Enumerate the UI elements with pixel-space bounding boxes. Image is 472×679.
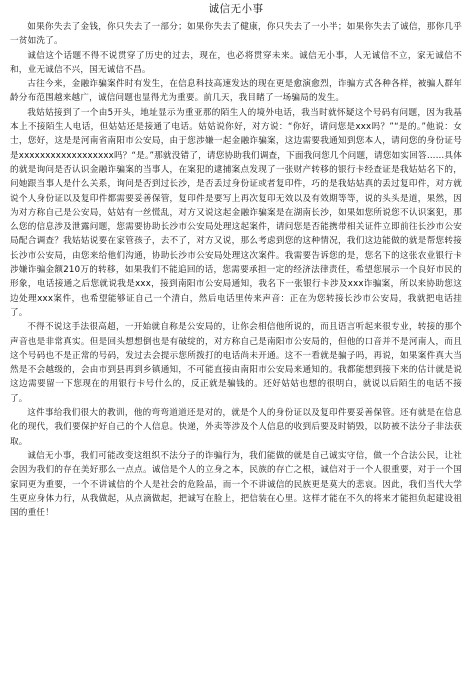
paragraph-conclusion: 诚信无小事，我们可能改变这组织不法分子的诈骗行为，我们能做的就是自己诚实守信，做一个合法公民，让社会因为我们的存在美好那么一点点。诚信是个人的立身之本，民族的存亡之根，诚信对于一个人很重要，对于一个国家同更为重要，一个不讲诚信的个人是社会的危险品，而一个不讲诚信的民族更是莫大的悲哀。因此，我们当代大学生更应身体力行，从我做起，从点滴做起，把诚写在脸上，把信装在心里。这样才能在不久的将来才能担负起建设祖国的重任！ <box>10 450 462 519</box>
paragraph-history: 诚信这个话题不得不说贯穿了历史的过去，现在，也必将贯穿未来。诚信无小事，人无诚信不立，家无诚信不和，业无诚信不兴，国无诚信不昌。 <box>10 50 462 75</box>
document-title: 诚信无小事 <box>208 3 264 15</box>
paragraph-scam-story: 我姑姑接到了一个由5开头，地址显示为重亚那的陌生人的境外电话，我当时就怀疑这个号码有问题，因为我基本上不接陌生人电话，但姑姑还是接通了电话。姑姑说你好，对方说：“你好，请问您是xxx吗？”“是的。”他说：女士，您好，这是是河南省南阳市公安局，由于您涉嫌一起金融诈骗案，这边需要我通知到您本人，请问您的身份证号是xxxxxxxxxxxxxxxxxx吗？“是。”那就没错了，请您协助我们调查，下面我问您几个问题，请您如实回答……具体的就是询问是否认识金融诈骗案的当事人，在案犯的逮捕案点发现了一张财产转移的银行卡经查证是我姑姑名下的，问她跟当事人是什么关系，询问是否到过长沙，是否丢过身份证或者复印件，巧的是我姑姑真的丢过复印件，对方就说个人身份证以及复印件都需要妥善保管，复印件是要写上再次复印无效以及有效期等等，说的头头是道，果然，因为对方称自己是公安局，姑姑有一丝慌乱，对方又说这起金融诈骗案是在湖南长沙，如果如您所说您不认识案犯，那么您的信息涉及泄露问题，您需要协助长沙市公安局处理这起案件，请问您是否能携带相关证件立即前往长沙市公安局配合调查？我姑姑说要在家管孩子，去不了，对方又说，那么考虑到您的这种情况，我们这边能做的就是帮您转接长沙市公安局，由您来给他们沟通，协助长沙市公安局处理这次案件。我需要告诉您的是，您名下的这张农业银行卡涉嫌诈骗金额210万的转移，如果我们不能追回的话，您需要承担一定的经济法律责任，希望您展示一个良好市民的形象，电话接通之后您就说我是xxx，接到南阳市公安局通知，我名下一张银行卡涉及xxx诈骗案，所以来协助您这边处理xxx案件，也希望能够证自己一个清白，然后电话里传来声音：正在为您转接长沙市公安局，我就把电话挂了。 <box>10 107 462 318</box>
paragraph-analysis: 不得不说这手法很高超，一开始就自称是公安局的，让你会相信他所说的，而且语言听起来很专业，转接的那个声音也是非常真实。但是回头想想倒也是有破绽的，对方称自己是南阳市公安局的，但他的口音并不是河南人，而且这个号码也不是正常的号码，发过去会提示您所拨打的电话尚未开通。这不一看就是骗子吗，再说，如果案件真大当然是不会越级的，会由市到县再到乡镇通知，不可能直接由南阳市公安局来通知的。我都能想到接下来的估计就是说这边需要留一下您现在的用银行卡号什么的，反正就是骗钱的。还好姑姑也想的很明白，就说以后陌生的电话不接了。 <box>10 322 462 404</box>
paragraph-intro: 如果你失去了金钱，你只失去了一部分；如果你失去了健康，你只失去了一小半；如果你失去了诚信，那你几乎一贫如洗了。 <box>10 22 462 47</box>
paragraph-fraud-context: 古往今来，金融诈骗案件时有发生，在信息科技高速发达的现在更是愈演愈烈，诈骗方式各种各样，被骗人群年龄分布范围越来越广，诚信问题也显得尤为重要。前几天，我目睹了一场骗局的发生。 <box>10 79 462 104</box>
paragraph-lesson: 这件事给我们很大的教训，他的弯弯道道还是对的，就是个人的身份证以及复印件要妥善保管。还有就是在信息化的现代，我们要保护好自己的个人信息。快递，外卖等涉及个人信息的收到后要及时销毁，以防被不法分子非法获取。 <box>10 408 462 447</box>
